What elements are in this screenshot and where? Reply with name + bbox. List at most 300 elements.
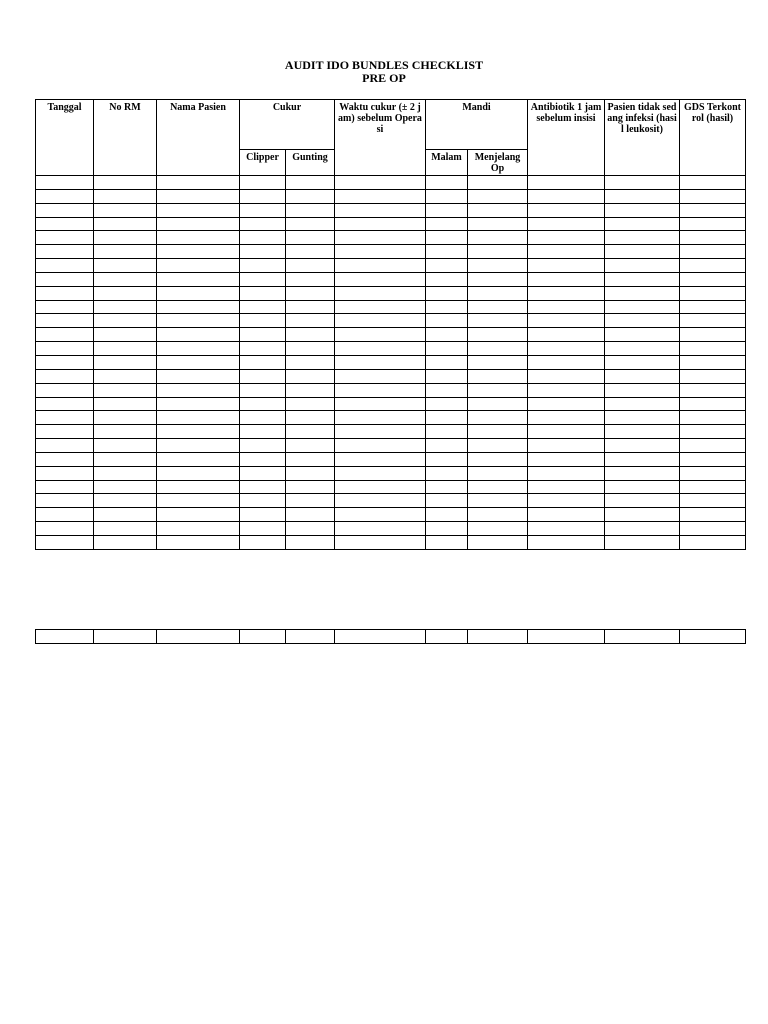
table-cell [36,355,94,369]
table-cell [528,411,605,425]
table-cell [528,355,605,369]
table-cell [157,630,240,644]
table-cell [157,176,240,190]
table-cell [36,286,94,300]
table-cell [468,480,528,494]
table-cell [426,425,468,439]
title-line-2: PRE OP [362,71,406,85]
table-cell [94,272,157,286]
table-cell [157,342,240,356]
table-cell [426,522,468,536]
table-cell [468,300,528,314]
table-cell [240,231,286,245]
table-row [36,439,746,453]
table-cell [157,245,240,259]
header-nama-pasien: Nama Pasien [157,100,240,176]
table-cell [605,425,680,439]
table-cell [240,189,286,203]
table-cell [680,383,746,397]
table-cell [605,203,680,217]
table-cell [157,425,240,439]
table-cell [528,259,605,273]
table-cell [426,494,468,508]
table-cell [94,245,157,259]
table-cell [240,203,286,217]
table-cell [426,535,468,549]
table-cell [286,217,335,231]
table-cell [36,259,94,273]
table-cell [528,452,605,466]
table-cell [240,355,286,369]
table-cell [335,176,426,190]
table-row [36,411,746,425]
table-cell [680,397,746,411]
table-cell [36,328,94,342]
table-cell [240,383,286,397]
table-cell [94,300,157,314]
table-row [36,245,746,259]
table-cell [240,630,286,644]
table-cell [240,397,286,411]
table-cell [468,272,528,286]
table-cell [94,397,157,411]
table-cell [94,508,157,522]
table-cell [240,439,286,453]
table-cell [528,535,605,549]
table-cell [94,535,157,549]
header-gds: GDS Terkontrol (hasil) [680,100,746,176]
table-cell [426,439,468,453]
table-cell [286,494,335,508]
checklist-body [36,176,746,550]
table-cell [335,328,426,342]
header-cukur-clipper: Clipper [240,150,286,176]
table-cell [426,286,468,300]
table-cell [157,466,240,480]
table-cell [286,383,335,397]
table-cell [528,369,605,383]
table-cell [94,439,157,453]
table-cell [680,231,746,245]
table-row [36,259,746,273]
table-row [36,314,746,328]
table-cell [468,314,528,328]
table-cell [157,217,240,231]
table-cell [286,231,335,245]
table-cell [36,231,94,245]
table-cell [240,300,286,314]
table-cell [286,176,335,190]
table-cell [426,383,468,397]
table-cell [240,259,286,273]
table-cell [605,522,680,536]
table-cell [680,452,746,466]
table-cell [426,328,468,342]
header-no-rm: No RM [94,100,157,176]
table-cell [286,328,335,342]
table-cell [240,217,286,231]
table-row [36,494,746,508]
table-cell [157,494,240,508]
table-cell [157,452,240,466]
table-cell [528,231,605,245]
table-cell [528,439,605,453]
table-cell [605,314,680,328]
table-cell [157,397,240,411]
table-cell [468,630,528,644]
table-cell [426,189,468,203]
table-cell [426,314,468,328]
table-cell [94,411,157,425]
table-cell [36,176,94,190]
table-cell [528,245,605,259]
table-cell [36,369,94,383]
table-row [36,508,746,522]
table-cell [426,245,468,259]
table-cell [286,355,335,369]
table-cell [335,245,426,259]
table-cell [286,203,335,217]
table-cell [94,355,157,369]
table-cell [605,452,680,466]
table-cell [286,342,335,356]
table-cell [468,466,528,480]
table-cell [426,466,468,480]
table-cell [36,452,94,466]
table-cell [605,369,680,383]
table-cell [528,342,605,356]
table-cell [528,176,605,190]
table-cell [36,203,94,217]
table-cell [426,259,468,273]
table-cell [680,314,746,328]
table-cell [36,480,94,494]
table-cell [335,355,426,369]
header-antibiotik: Antibiotik 1 jam sebelum insisi [528,100,605,176]
table-cell [157,411,240,425]
table-cell [240,466,286,480]
table-cell [335,369,426,383]
table-cell [468,397,528,411]
table-cell [680,522,746,536]
table-cell [286,411,335,425]
table-cell [468,535,528,549]
table-cell [528,397,605,411]
table-cell [528,522,605,536]
table-cell [426,630,468,644]
table-cell [680,176,746,190]
table-cell [286,535,335,549]
table-cell [157,272,240,286]
table-cell [157,314,240,328]
table-row [36,369,746,383]
table-cell [528,314,605,328]
table-cell [240,342,286,356]
table-cell [468,176,528,190]
table-cell [36,425,94,439]
table-cell [680,535,746,549]
table-cell [468,522,528,536]
table-cell [36,508,94,522]
table-cell [240,328,286,342]
table-cell [680,439,746,453]
table-cell [426,231,468,245]
table-cell [286,452,335,466]
table-cell [605,494,680,508]
table-cell [528,328,605,342]
table-cell [528,630,605,644]
table-cell [36,494,94,508]
table-cell [36,245,94,259]
table-cell [468,425,528,439]
table-cell [680,300,746,314]
table-cell [335,300,426,314]
table-cell [240,452,286,466]
table-cell [528,466,605,480]
table-cell [605,176,680,190]
table-row [36,342,746,356]
table-cell [680,425,746,439]
table-cell [157,286,240,300]
table-cell [605,439,680,453]
table-row [36,203,746,217]
table-cell [286,189,335,203]
table-cell [680,480,746,494]
table-cell [605,328,680,342]
table-cell [286,522,335,536]
table-cell [426,176,468,190]
table-cell [605,466,680,480]
table-cell [157,508,240,522]
table-cell [94,314,157,328]
table-cell [286,480,335,494]
table-cell [286,286,335,300]
table-cell [468,369,528,383]
table-cell [468,245,528,259]
table-cell [286,300,335,314]
table-cell [335,425,426,439]
table-cell [426,217,468,231]
table-row [36,189,746,203]
table-cell [157,355,240,369]
table-row [36,397,746,411]
table-cell [36,397,94,411]
table-cell [680,203,746,217]
table-cell [680,466,746,480]
table-cell [680,630,746,644]
table-cell [605,383,680,397]
table-cell [335,286,426,300]
table-cell [94,286,157,300]
table-cell [157,189,240,203]
table-cell [157,231,240,245]
table-cell [157,369,240,383]
table-cell [36,630,94,644]
table-cell [528,425,605,439]
header-cukur: Cukur [240,100,335,150]
checklist-table [35,99,746,550]
table-cell [240,286,286,300]
footer-body [36,630,746,644]
table-cell [157,439,240,453]
table-cell [36,272,94,286]
title-line-1: AUDIT IDO BUNDLES CHECKLIST [284,58,484,72]
table-cell [36,535,94,549]
table-cell [335,383,426,397]
table-row [36,328,746,342]
table-cell [468,411,528,425]
table-cell [94,383,157,397]
header-tanggal: Tanggal [36,100,94,176]
table-cell [240,508,286,522]
table-cell [528,189,605,203]
table-cell [157,383,240,397]
table-row [36,355,746,369]
table-cell [468,383,528,397]
table-cell [426,411,468,425]
table-cell [94,342,157,356]
table-row [36,300,746,314]
table-cell [680,245,746,259]
table-row [36,466,746,480]
table-cell [157,203,240,217]
table-cell [335,231,426,245]
table-cell [605,508,680,522]
table-cell [240,369,286,383]
table-cell [680,259,746,273]
table-cell [468,508,528,522]
table-cell [426,203,468,217]
table-row [36,480,746,494]
table-cell [240,425,286,439]
table-cell [680,189,746,203]
table-cell [680,494,746,508]
table-cell [335,397,426,411]
table-cell [286,245,335,259]
header-pasien-infeksi: Pasien tidak sedang infeksi (hasil leukosit) [605,100,680,176]
table-row [36,522,746,536]
table-cell [36,300,94,314]
table-cell [94,259,157,273]
table-cell [335,217,426,231]
table-cell [94,203,157,217]
table-row [36,535,746,549]
table-cell [240,314,286,328]
table-cell [94,480,157,494]
table-cell [528,217,605,231]
table-cell [680,286,746,300]
table-cell [528,480,605,494]
table-cell [468,231,528,245]
table-cell [605,272,680,286]
table-cell [680,355,746,369]
table-cell [335,494,426,508]
table-cell [528,494,605,508]
table-cell [680,508,746,522]
header-mandi: Mandi [426,100,528,150]
table-cell [36,466,94,480]
table-cell [335,508,426,522]
table-cell [605,630,680,644]
table-cell [528,286,605,300]
table-cell [605,231,680,245]
table-cell [528,203,605,217]
table-cell [426,480,468,494]
table-cell [426,452,468,466]
table-cell [36,383,94,397]
table-cell [468,452,528,466]
table-row [36,425,746,439]
footer-row [36,630,746,644]
header-mandi-menjelang: Menjelang Op [468,150,528,176]
table-cell [335,452,426,466]
table-cell [94,328,157,342]
table-cell [605,217,680,231]
table-row [36,231,746,245]
table-cell [286,369,335,383]
table-cell [426,508,468,522]
table-cell [605,535,680,549]
table-cell [468,355,528,369]
table-cell [335,259,426,273]
table-cell [680,272,746,286]
table-cell [335,439,426,453]
document-title [0,59,768,85]
table-cell [94,176,157,190]
table-cell [240,272,286,286]
table-cell [36,411,94,425]
table-cell [335,342,426,356]
table-cell [240,522,286,536]
table-cell [335,189,426,203]
table-cell [605,245,680,259]
table-cell [335,630,426,644]
table-cell [680,328,746,342]
header-waktu-cukur: Waktu cukur (± 2 jam) sebelum Operasi [335,100,426,176]
table-cell [468,203,528,217]
table-cell [36,189,94,203]
table-cell [240,494,286,508]
header-cukur-gunting: Gunting [286,150,335,176]
table-cell [605,411,680,425]
table-cell [426,342,468,356]
table-cell [680,217,746,231]
table-cell [94,630,157,644]
table-cell [605,342,680,356]
table-cell [528,383,605,397]
table-cell [468,328,528,342]
table-cell [94,425,157,439]
table-cell [36,342,94,356]
table-cell [286,272,335,286]
table-cell [605,189,680,203]
footer-table [35,629,746,644]
table-cell [157,328,240,342]
table-cell [36,314,94,328]
table-row [36,286,746,300]
table-cell [286,508,335,522]
table-cell [94,231,157,245]
table-cell [335,535,426,549]
table-cell [286,466,335,480]
table-cell [468,217,528,231]
table-cell [94,466,157,480]
table-cell [157,259,240,273]
table-cell [605,286,680,300]
table-cell [94,494,157,508]
table-cell [468,342,528,356]
table-cell [157,300,240,314]
